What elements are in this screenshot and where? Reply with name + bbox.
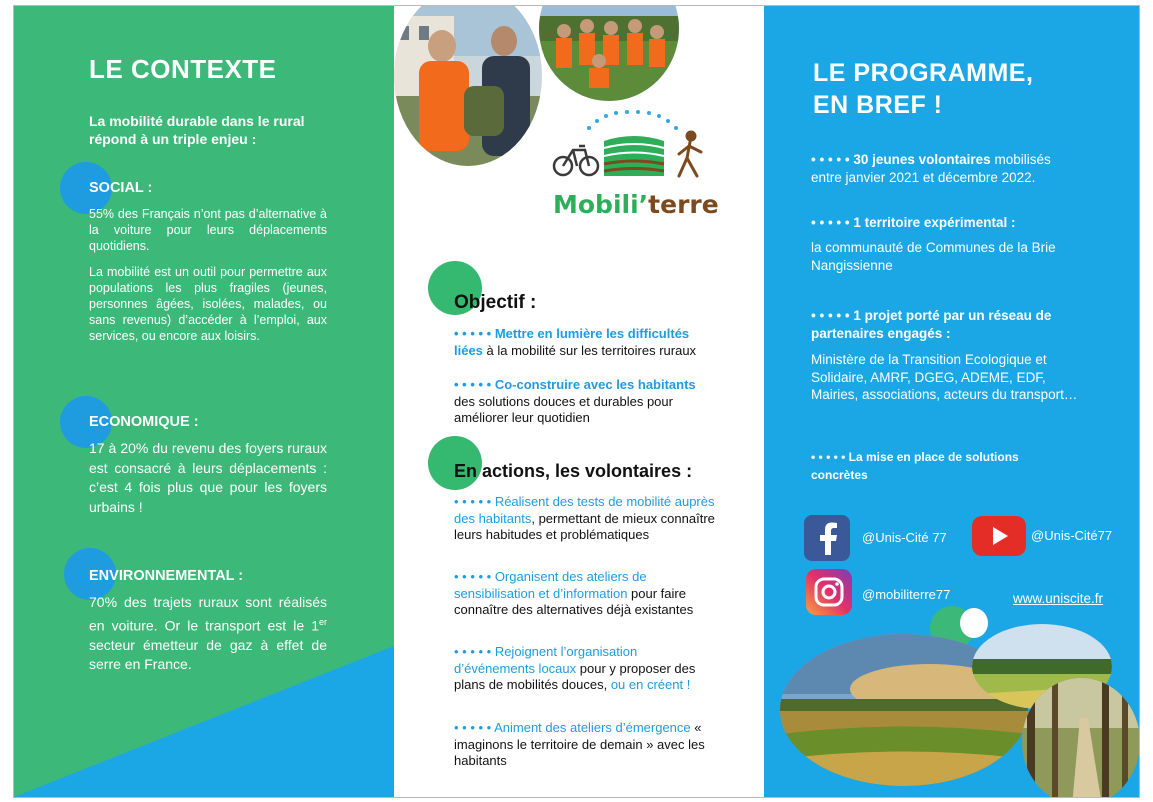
objective-title: Objectif : bbox=[454, 292, 537, 313]
program-item-volunteers: • • • • • 30 jeunes volontaires mobilisés entre janvier 2021 et décembre 2022. bbox=[811, 152, 1051, 185]
program-item-territory-text: la communauté de Communes de la Brie Nangissienne bbox=[811, 240, 1056, 273]
social-heading: SOCIAL : bbox=[89, 180, 153, 196]
context-title: LE CONTEXTE bbox=[89, 54, 277, 84]
environment-heading: ENVIRONNEMENTAL : bbox=[89, 568, 244, 584]
program-title: LE PROGRAMME, EN BREF ! bbox=[813, 59, 1034, 119]
economic-text: 17 à 20% du revenu des foyers ruraux est consacré à leurs déplacements : c’est 4 fois plus que pour les foyers urbains ! bbox=[89, 440, 327, 515]
objective-item-2: • • • • • Co-construire avec les habitants des solutions douces et durables pour améliorer leur quotidien bbox=[454, 377, 696, 425]
environment-text: 70% des trajets ruraux sont réalisés en voiture. Or le transport est le 1er secteur émetteur de gaz à effet de serre en France. bbox=[89, 594, 327, 673]
facebook-handle[interactable]: @Unis-Cité 77 bbox=[862, 530, 947, 545]
instagram-handle[interactable]: @mobiliterre77 bbox=[862, 587, 951, 602]
actions-title: En actions, les volontaires : bbox=[454, 461, 693, 481]
social-text-2: La mobilité est un outil pour permettre aux populations les plus fragiles (jeunes, personnes âgées, isolées, malades, ou sans revenus) d’accéder à l’emploi, aux services, ou encore aux loisirs. bbox=[89, 265, 327, 343]
youtube-handle[interactable]: @Unis-Cité77 bbox=[1031, 528, 1113, 543]
program-item-solutions: • • • • • La mise en place de solutions concrètes bbox=[811, 450, 1019, 482]
economic-heading: ECONOMIQUE : bbox=[89, 414, 199, 430]
action-item-1: • • • • • Réalisent des tests de mobilité auprès des habitants, permettant de mieux connaître leurs habitudes et problématiques bbox=[454, 494, 715, 542]
action-item-2: • • • • • Organisent des ateliers de sensibilisation et d’information pour faire connaître des alternatives déjà existantes bbox=[454, 569, 694, 617]
program-item-partners-heading: • • • • • 1 projet porté par un réseau de partenaires engagés : bbox=[811, 308, 1052, 341]
action-item-4: • • • • • Animent des ateliers d’émergence « imaginons le territoire de demain » avec les habitants bbox=[454, 720, 705, 768]
social-text-1: 55% des Français n’ont pas d’alternative à la voiture pour leurs déplacements quotidiens. bbox=[89, 207, 327, 253]
program-item-partners-text: Ministère de la Transition Ecologique et Solidaire, AMRF, DGEG, ADEME, EDF, Mairies, associations, acteurs du transport… bbox=[811, 352, 1078, 402]
website-link[interactable]: www.uniscite.fr bbox=[1013, 591, 1104, 606]
action-item-3: • • • • • Rejoignent l’organisation d’événements locaux pour y proposer des plans de mobilités douces, ou en créent ! bbox=[454, 644, 696, 692]
program-item-territory-heading: • • • • • 1 territoire expérimental : bbox=[811, 215, 1016, 230]
context-intro: La mobilité durable dans le rural répond à un triple enjeu : bbox=[89, 113, 305, 147]
page-frame bbox=[13, 5, 1140, 798]
mobiliterre-logo-text: Mobili’terre bbox=[553, 190, 719, 219]
objective-item-1: • • • • • Mettre en lumière les difficultés liées à la mobilité sur les territoires ruraux bbox=[454, 326, 697, 358]
